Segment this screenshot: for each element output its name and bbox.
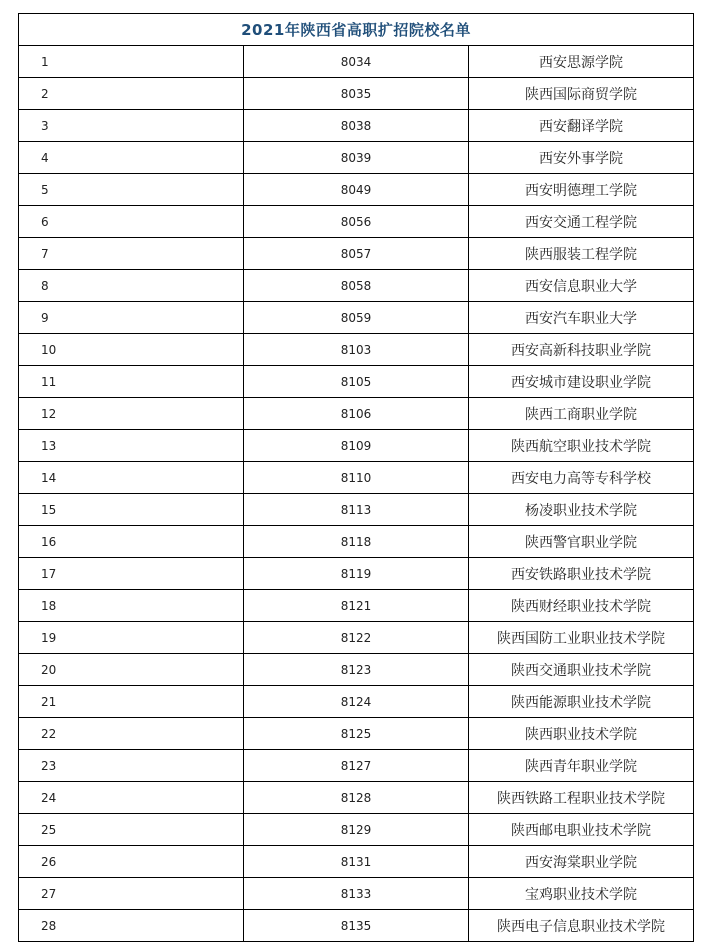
table-row xyxy=(19,814,694,846)
row-number: 24 xyxy=(19,782,244,814)
school-name: 西安交通工程学院 xyxy=(469,206,694,238)
school-code: 8058 xyxy=(244,270,469,302)
school-code: 8121 xyxy=(244,590,469,622)
school-name: 陕西邮电职业技术学院 xyxy=(469,814,694,846)
school-name: 陕西警官职业学院 xyxy=(469,526,694,558)
school-code: 8118 xyxy=(244,526,469,558)
school-name: 陕西工商职业学院 xyxy=(469,398,694,430)
school-code: 8039 xyxy=(244,142,469,174)
table-row xyxy=(19,206,694,238)
table-title: 2021年陕西省高职扩招院校名单 xyxy=(19,14,694,46)
table-row xyxy=(19,846,694,878)
school-name: 陕西铁路工程职业技术学院 xyxy=(469,782,694,814)
table-row xyxy=(19,558,694,590)
school-name: 陕西电子信息职业技术学院 xyxy=(469,910,694,942)
school-name: 宝鸡职业技术学院 xyxy=(469,878,694,910)
row-number: 14 xyxy=(19,462,244,494)
school-name: 陕西能源职业技术学院 xyxy=(469,686,694,718)
school-name: 西安信息职业大学 xyxy=(469,270,694,302)
school-code: 8059 xyxy=(244,302,469,334)
school-name: 陕西服装工程学院 xyxy=(469,238,694,270)
school-name: 西安电力高等专科学校 xyxy=(469,462,694,494)
table-row xyxy=(19,526,694,558)
title-row xyxy=(19,14,694,46)
row-number: 8 xyxy=(19,270,244,302)
row-number: 10 xyxy=(19,334,244,366)
row-number: 20 xyxy=(19,654,244,686)
school-name: 西安铁路职业技术学院 xyxy=(469,558,694,590)
table-row xyxy=(19,910,694,942)
table-row xyxy=(19,366,694,398)
row-number: 15 xyxy=(19,494,244,526)
table-row xyxy=(19,78,694,110)
table-row xyxy=(19,46,694,78)
row-number: 11 xyxy=(19,366,244,398)
table-row xyxy=(19,750,694,782)
row-number: 5 xyxy=(19,174,244,206)
school-code: 8113 xyxy=(244,494,469,526)
row-number: 7 xyxy=(19,238,244,270)
school-code: 8127 xyxy=(244,750,469,782)
row-number: 17 xyxy=(19,558,244,590)
school-name: 陕西航空职业技术学院 xyxy=(469,430,694,462)
table-row xyxy=(19,654,694,686)
table-row xyxy=(19,686,694,718)
school-code: 8119 xyxy=(244,558,469,590)
table-row xyxy=(19,622,694,654)
row-number: 26 xyxy=(19,846,244,878)
table-row xyxy=(19,238,694,270)
row-number: 27 xyxy=(19,878,244,910)
table-row xyxy=(19,782,694,814)
school-code: 8135 xyxy=(244,910,469,942)
table-row xyxy=(19,174,694,206)
school-code: 8035 xyxy=(244,78,469,110)
row-number: 3 xyxy=(19,110,244,142)
school-code: 8034 xyxy=(244,46,469,78)
school-name: 陕西职业技术学院 xyxy=(469,718,694,750)
row-number: 1 xyxy=(19,46,244,78)
table-row xyxy=(19,462,694,494)
school-name: 西安城市建设职业学院 xyxy=(469,366,694,398)
row-number: 13 xyxy=(19,430,244,462)
table-row xyxy=(19,302,694,334)
row-number: 9 xyxy=(19,302,244,334)
school-code: 8056 xyxy=(244,206,469,238)
school-code: 8105 xyxy=(244,366,469,398)
school-name: 西安明德理工学院 xyxy=(469,174,694,206)
table-row xyxy=(19,270,694,302)
table-row xyxy=(19,142,694,174)
table-row xyxy=(19,590,694,622)
row-number: 25 xyxy=(19,814,244,846)
school-code: 8109 xyxy=(244,430,469,462)
school-name: 陕西青年职业学院 xyxy=(469,750,694,782)
table-row xyxy=(19,334,694,366)
school-code: 8131 xyxy=(244,846,469,878)
school-code: 8123 xyxy=(244,654,469,686)
school-name: 西安外事学院 xyxy=(469,142,694,174)
school-code: 8124 xyxy=(244,686,469,718)
table-row xyxy=(19,718,694,750)
row-number: 2 xyxy=(19,78,244,110)
row-number: 19 xyxy=(19,622,244,654)
row-number: 21 xyxy=(19,686,244,718)
row-number: 18 xyxy=(19,590,244,622)
row-number: 16 xyxy=(19,526,244,558)
row-number: 6 xyxy=(19,206,244,238)
school-code: 8103 xyxy=(244,334,469,366)
row-number: 4 xyxy=(19,142,244,174)
school-code: 8122 xyxy=(244,622,469,654)
row-number: 22 xyxy=(19,718,244,750)
school-name: 西安汽车职业大学 xyxy=(469,302,694,334)
table-row xyxy=(19,430,694,462)
table-row xyxy=(19,398,694,430)
school-list-table xyxy=(18,13,694,942)
school-code: 8057 xyxy=(244,238,469,270)
school-name: 陕西交通职业技术学院 xyxy=(469,654,694,686)
school-name: 西安海棠职业学院 xyxy=(469,846,694,878)
school-code: 8106 xyxy=(244,398,469,430)
school-code: 8125 xyxy=(244,718,469,750)
table-body xyxy=(19,14,694,942)
school-name: 陕西财经职业技术学院 xyxy=(469,590,694,622)
school-name: 陕西国防工业职业技术学院 xyxy=(469,622,694,654)
school-code: 8133 xyxy=(244,878,469,910)
row-number: 23 xyxy=(19,750,244,782)
school-name: 西安高新科技职业学院 xyxy=(469,334,694,366)
table-row xyxy=(19,110,694,142)
row-number: 12 xyxy=(19,398,244,430)
school-name: 陕西国际商贸学院 xyxy=(469,78,694,110)
school-code: 8129 xyxy=(244,814,469,846)
school-code: 8049 xyxy=(244,174,469,206)
row-number: 28 xyxy=(19,910,244,942)
school-name: 杨凌职业技术学院 xyxy=(469,494,694,526)
school-code: 8110 xyxy=(244,462,469,494)
school-code: 8128 xyxy=(244,782,469,814)
table-row xyxy=(19,494,694,526)
school-name: 西安翻译学院 xyxy=(469,110,694,142)
school-code: 8038 xyxy=(244,110,469,142)
table-row xyxy=(19,878,694,910)
school-name: 西安思源学院 xyxy=(469,46,694,78)
